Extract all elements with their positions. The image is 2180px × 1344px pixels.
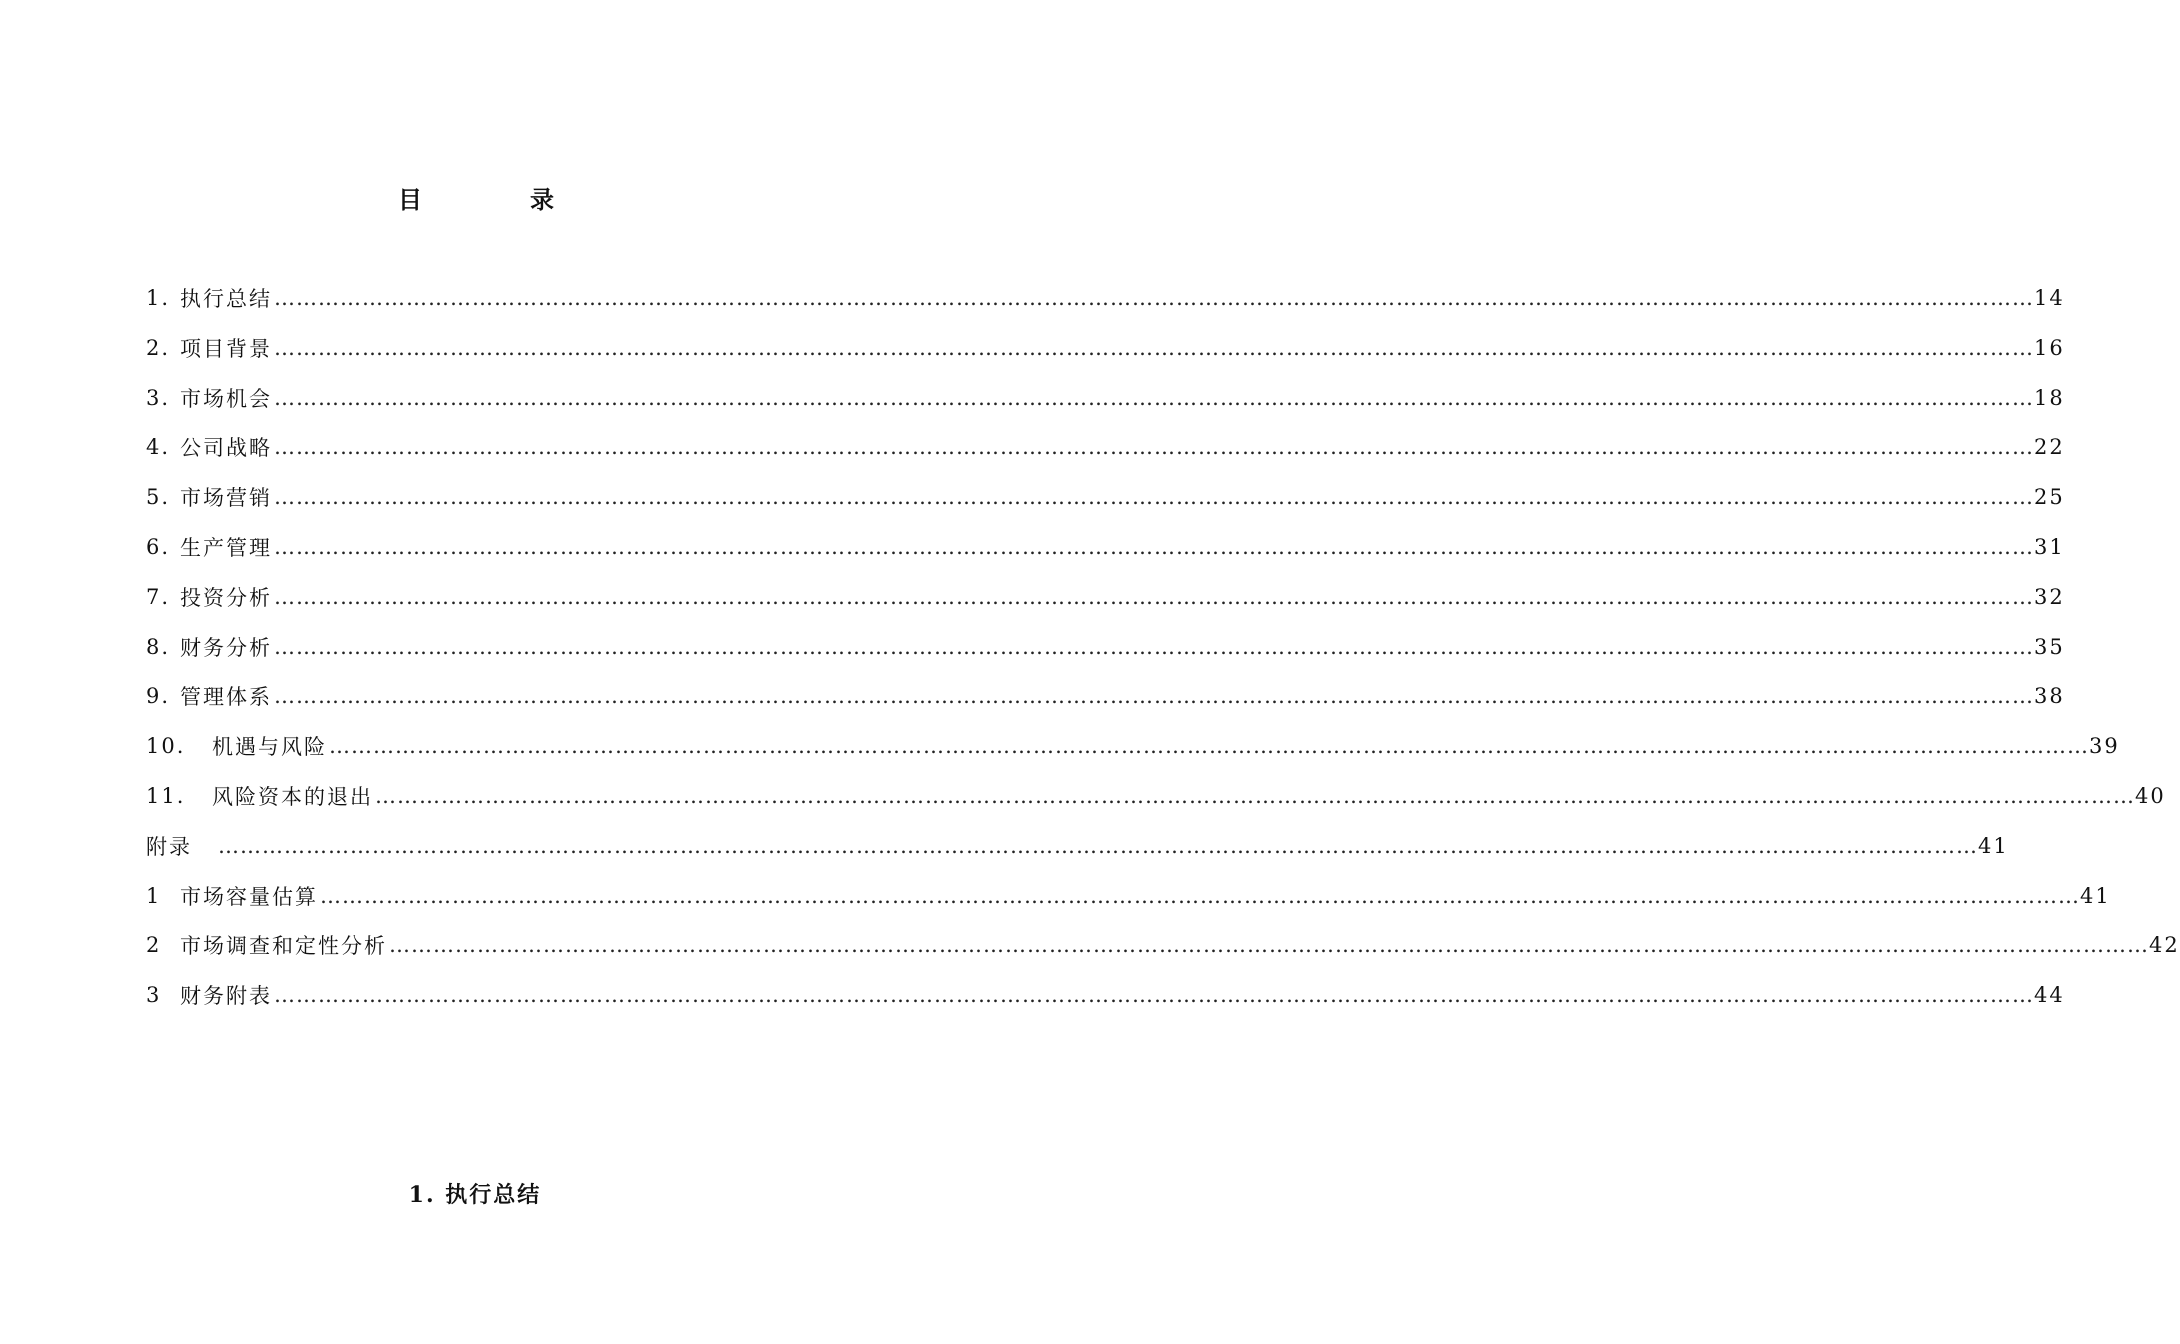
toc-entry-leader: …………………………………………………………………………………………………………………………………………………………………………………………………………………… bbox=[274, 485, 2034, 510]
toc-entry-number: 4. bbox=[146, 435, 171, 460]
toc-entry-page: 35 bbox=[2034, 634, 2065, 659]
toc-entry-title: 财务附表 bbox=[180, 984, 272, 1009]
toc-entry[interactable] bbox=[146, 627, 2065, 667]
toc-entry-title: 附录 bbox=[146, 834, 192, 859]
section-heading: 1. 执行总结 bbox=[408, 1182, 542, 1208]
toc-entry-title: 市场调查和定性分析 bbox=[180, 934, 387, 959]
toc-entry[interactable] bbox=[146, 826, 2009, 866]
toc-entry[interactable] bbox=[146, 477, 2065, 517]
toc-entry[interactable] bbox=[146, 925, 2180, 965]
toc-entry-number: 3. bbox=[146, 385, 171, 410]
toc-entry-title: 项目背景 bbox=[180, 336, 272, 361]
toc-entry-leader: …………………………………………………………………………………………………………………………………………………………………………………………………………………… bbox=[274, 385, 2034, 410]
toc-entry-leader: …………………………………………………………………………………………………………………………………………………………………………………………………………………… bbox=[274, 983, 2034, 1008]
toc-entry-leader: …………………………………………………………………………………………………………………………………………………………………………………………………………………… bbox=[218, 833, 1978, 858]
toc-entry-page: 32 bbox=[2034, 584, 2065, 609]
toc-entry-page: 39 bbox=[2089, 734, 2120, 759]
toc-entry-title: 市场营销 bbox=[180, 486, 272, 511]
toc-entry[interactable] bbox=[146, 278, 2065, 318]
toc-entry-page: 16 bbox=[2034, 335, 2065, 360]
toc-entry-title: 管理体系 bbox=[180, 685, 272, 710]
toc-entry-leader: …………………………………………………………………………………………………………………………………………………………………………………………………………………… bbox=[274, 684, 2034, 709]
toc-entry-number: 2. bbox=[146, 335, 171, 360]
toc-entry-number: 11. bbox=[146, 784, 186, 808]
toc-entry-title: 市场容量估算 bbox=[180, 884, 318, 909]
toc-entry-leader: …………………………………………………………………………………………………………………………………………………………………………………………………………………… bbox=[274, 535, 2034, 559]
toc-entry-number: 8. bbox=[146, 634, 171, 659]
toc-entry[interactable] bbox=[146, 527, 2065, 567]
toc-entry-number: 1 bbox=[146, 883, 162, 908]
toc-entry-title: 投资分析 bbox=[180, 585, 272, 610]
toc-entry-number: 7. bbox=[146, 584, 171, 609]
toc-entry-leader: …………………………………………………………………………………………………………………………………………………………………………………………………………………… bbox=[274, 634, 2034, 659]
toc-entry-leader: …………………………………………………………………………………………………………………………………………………………………………………………………………………… bbox=[389, 933, 2149, 958]
toc-entry-title: 公司战略 bbox=[180, 436, 272, 461]
toc-entry-page: 14 bbox=[2034, 286, 2065, 310]
toc-entry-page: 18 bbox=[2034, 385, 2065, 410]
toc-title bbox=[0, 180, 950, 220]
toc-entry[interactable] bbox=[146, 726, 2120, 766]
toc-entry-page: 41 bbox=[1978, 833, 2009, 858]
toc-entry-title: 财务分析 bbox=[180, 635, 272, 660]
toc-entry-page: 44 bbox=[2034, 983, 2065, 1008]
toc-entry-page: 22 bbox=[2034, 435, 2065, 460]
toc-entry-leader: …………………………………………………………………………………………………………………………………………………………………………………………………………………… bbox=[274, 435, 2034, 460]
toc-entry-page: 41 bbox=[2080, 883, 2111, 908]
toc-entry-leader: …………………………………………………………………………………………………………………………………………………………………………………………………………………… bbox=[329, 734, 2089, 759]
toc-entry-page: 38 bbox=[2034, 684, 2065, 709]
toc-entry-title: 执行总结 bbox=[180, 287, 272, 311]
toc-entry-leader: …………………………………………………………………………………………………………………………………………………………………………………………………………………… bbox=[375, 784, 2135, 808]
toc-entry-leader: …………………………………………………………………………………………………………………………………………………………………………………………………………………… bbox=[320, 883, 2080, 908]
toc-entry-title: 机遇与风险 bbox=[212, 735, 327, 760]
toc-entry-number: 1. bbox=[146, 286, 171, 310]
toc-entry-number: 2 bbox=[146, 933, 162, 958]
toc-entry-leader: …………………………………………………………………………………………………………………………………………………………………………………………………………………… bbox=[274, 286, 2034, 310]
toc-entry-number: 6. bbox=[146, 535, 171, 559]
toc-entry-leader: …………………………………………………………………………………………………………………………………………………………………………………………………………………… bbox=[274, 335, 2034, 360]
toc-entry[interactable] bbox=[146, 876, 2111, 916]
toc-entry-page: 25 bbox=[2034, 485, 2065, 510]
toc-entry[interactable] bbox=[146, 328, 2065, 368]
toc-entry-title: 风险资本的退出 bbox=[212, 785, 373, 809]
toc-title-char-1: 目 bbox=[398, 185, 422, 214]
toc-entry-title: 生产管理 bbox=[180, 536, 272, 560]
toc-entry[interactable] bbox=[146, 676, 2065, 716]
toc-title-char-2: 录 bbox=[530, 185, 554, 214]
toc-entry-number: 9. bbox=[146, 684, 171, 709]
toc-entry[interactable] bbox=[146, 427, 2065, 467]
toc-entry-number: 5. bbox=[146, 485, 171, 510]
toc-entry-page: 42 bbox=[2149, 933, 2180, 958]
toc-entry-page: 31 bbox=[2034, 535, 2065, 559]
toc-entry-leader: …………………………………………………………………………………………………………………………………………………………………………………………………………………… bbox=[274, 584, 2034, 609]
toc-entry-number: 10. bbox=[146, 734, 186, 759]
toc-entry[interactable] bbox=[146, 975, 2065, 1015]
toc-entry[interactable] bbox=[146, 577, 2065, 617]
toc-entry-title: 市场机会 bbox=[180, 386, 272, 411]
toc-entry[interactable] bbox=[146, 378, 2065, 418]
toc-entry-page: 40 bbox=[2135, 784, 2166, 808]
toc-entry-number: 3 bbox=[146, 983, 162, 1008]
toc-entry[interactable] bbox=[146, 776, 2166, 816]
